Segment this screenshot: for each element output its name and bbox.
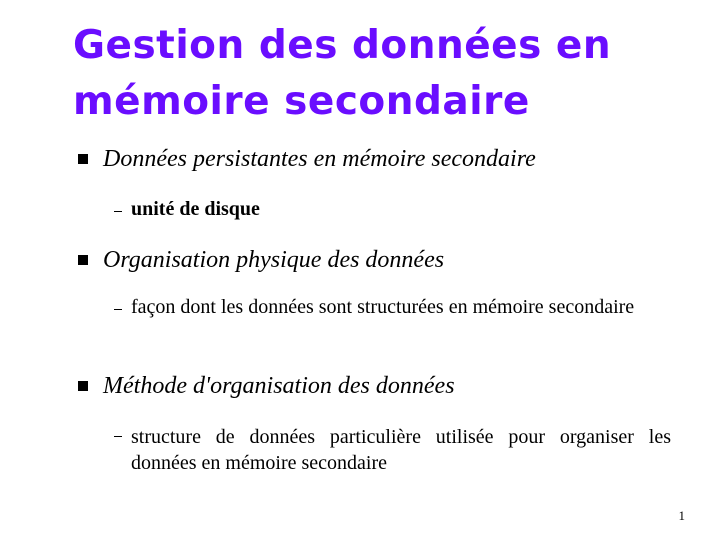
slide-title: Gestion des données en mémoire secondaire	[73, 23, 612, 124]
dash-bullet-icon	[114, 436, 122, 437]
square-bullet-icon	[78, 154, 88, 164]
dash-bullet-icon	[114, 211, 122, 212]
bullet-detail: unité de disque	[131, 198, 260, 220]
bullet-heading: Méthode d'organisation des données	[103, 373, 455, 399]
bullet-heading: Données persistantes en mémoire secondaire	[103, 146, 536, 172]
dash-bullet-icon	[114, 309, 122, 310]
page-number: 1	[678, 508, 685, 523]
bullet-detail: façon dont les données sont structurées en mémoire secondaire	[131, 296, 635, 318]
bullet-detail: structure de données particulière utilisée pour organiser les données en mémoire secondaire	[131, 426, 671, 474]
square-bullet-icon	[78, 381, 88, 391]
bullet-heading: Organisation physique des données	[103, 247, 445, 273]
square-bullet-icon	[78, 255, 88, 265]
